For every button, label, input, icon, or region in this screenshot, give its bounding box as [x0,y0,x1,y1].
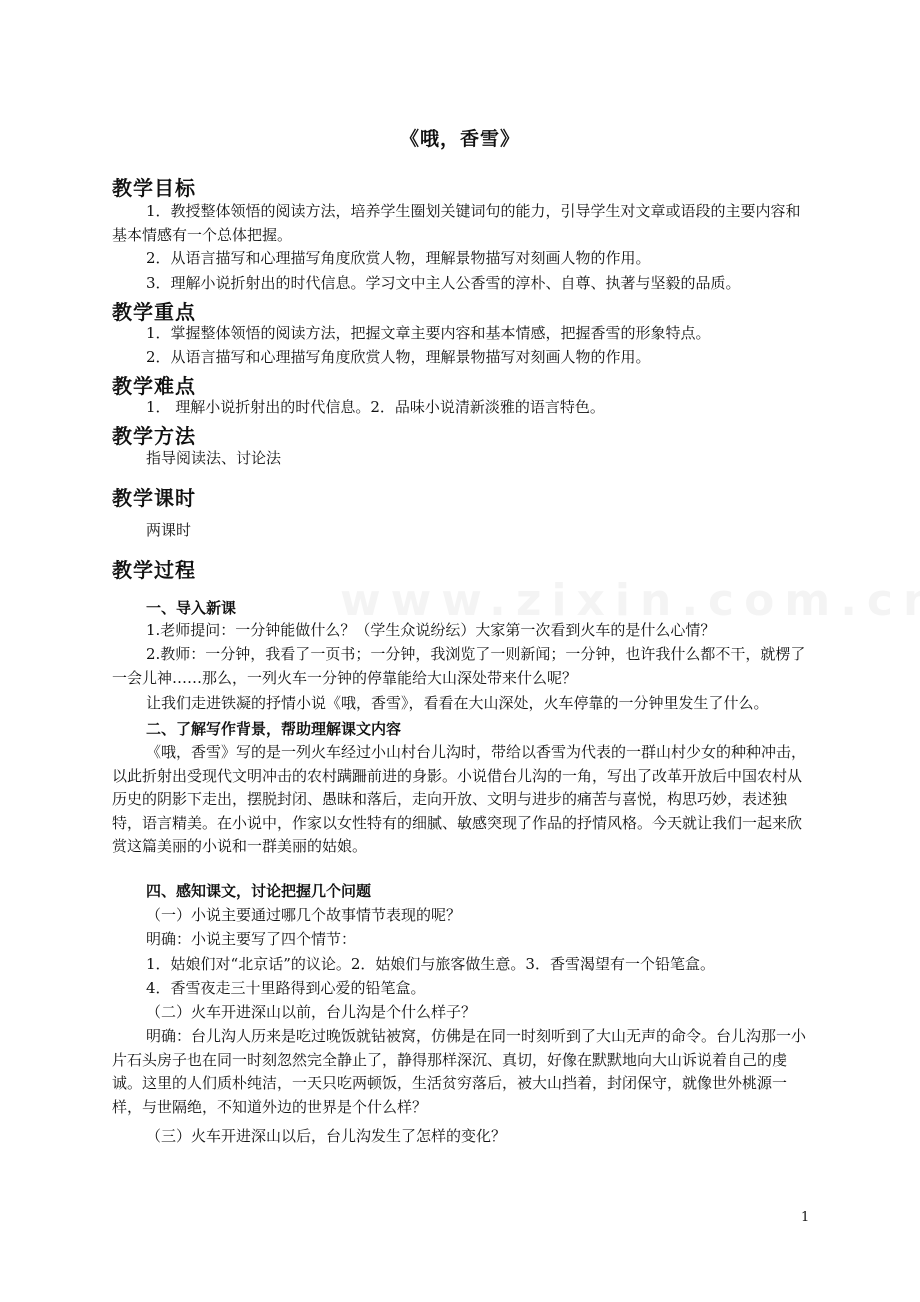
part4-answer-2: 明确：台儿沟人历来是吃过晚饭就钻被窝，仿佛是在同一时刻听到了大山无声的命令。台儿沟那一小片石头房子也在同一时刻忽然完全静止了，静得那样深沉、真切，好像在默默地向大山诉说着自己的虔诚。这里的人们质朴纯洁，一天只吃两顿饭，生活贫穷落后，被大山挡着，封闭保守，就像世外桃源一样，与世隔绝，不知道外边的世界是个什么样？ [112,1027,807,1116]
part1-paragraph-2: 2.教师：一分钟，我看了一页书；一分钟，我浏览了一则新闻；一分钟，也许我什么都不干，就楞了一会儿神……那么，一列火车一分钟的停靠能给大山深处带来什么呢？ [112,645,806,687]
part1-paragraph-1: 1.老师提问：一分钟能做什么？（学生众说纷纭）大家第一次看到火车的是什么心情？ [146,621,716,639]
page-number: 1 [801,1210,810,1225]
objective-item-3: 3．理解小说折射出的时代信息。学习文中主人公香雪的淳朴、自尊、执著与坚毅的品质。 [146,274,741,292]
objective-item-1: 1．教授整体领悟的阅读方法，培养学生圈划关键词句的能力，引导学生对文章或语段的主要内容和基本情感有一个总体把握。 [112,202,801,244]
part4-question-2: （二）火车开进深山以前，台儿沟是个什么样子？ [146,1003,477,1021]
methods-text: 指导阅读法、讨论法 [146,449,282,467]
part1-paragraph-3: 让我们走进铁凝的抒情小说《哦，香雪》，看看在大山深处，火车停靠的一分钟里发生了什么。 [146,694,769,712]
part1-heading: 一、导入新课 [146,599,237,617]
key-point-1: 1．掌握整体领悟的阅读方法，把握文章主要内容和基本情感，把握香雪的形象特点。 [146,324,711,342]
objective-item-2: 2．从语言描写和心理描写角度欣赏人物，理解景物描写对刻画人物的作用。 [146,249,651,267]
part4-question-3: （三）火车开进深山以后，台儿沟发生了怎样的变化？ [146,1127,507,1145]
part2-paragraph-1: 《哦，香雪》写的是一列火车经过小山村台儿沟时，带给以香雪为代表的一群山村少女的种种冲击，以此折射出受现代文明冲击的农村蹒跚前进的身影。小说借台儿沟的一角，写出了改革开放后中国农村从历史的阴影下走出，摆脱封闭、愚昧和落后，走向开放、文明与进步的痛苦与喜悦，构思巧妙，表述独特，语言精美。在小说中，作家以女性特有的细腻、敏感突现了作品的抒情风格。今天就让我们一起来欣赏这篇美丽的小说和一群美丽的姑娘。 [112,743,807,855]
heading-methods: 教学方法 [112,424,196,448]
difficulties-text: 1． 理解小说折射出的时代信息。2．品味小说清新淡雅的语言特色。 [146,398,605,416]
part4-answer-1-intro: 明确：小说主要写了四个情节： [146,930,357,948]
heading-process: 教学过程 [112,558,196,582]
heading-objectives: 教学目标 [112,176,196,200]
part4-question-1: （一）小说主要通过哪几个故事情节表现的呢？ [146,906,462,924]
part4-heading: 四、感知课文，讨论把握几个问题 [146,882,372,900]
hours-text: 两课时 [146,521,192,539]
heading-difficulties: 教学难点 [112,374,196,398]
key-point-2: 2．从语言描写和心理描写角度欣赏人物，理解景物描写对刻画人物的作用。 [146,348,651,366]
part2-heading: 二、了解写作背景，帮助理解课文内容 [146,720,402,738]
document-title: 《哦，香雪》 [399,128,520,150]
heading-hours: 教学课时 [112,486,196,510]
part4-answer-1-line-1: 1．姑娘们对“北京话”的议论。2．姑娘们与旅客做生意。3．香雪渴望有一个铅笔盒。 [146,955,715,973]
heading-key-points: 教学重点 [112,300,196,324]
part4-answer-1-line-2: 4．香雪夜走三十里路得到心爱的铅笔盒。 [146,979,426,997]
